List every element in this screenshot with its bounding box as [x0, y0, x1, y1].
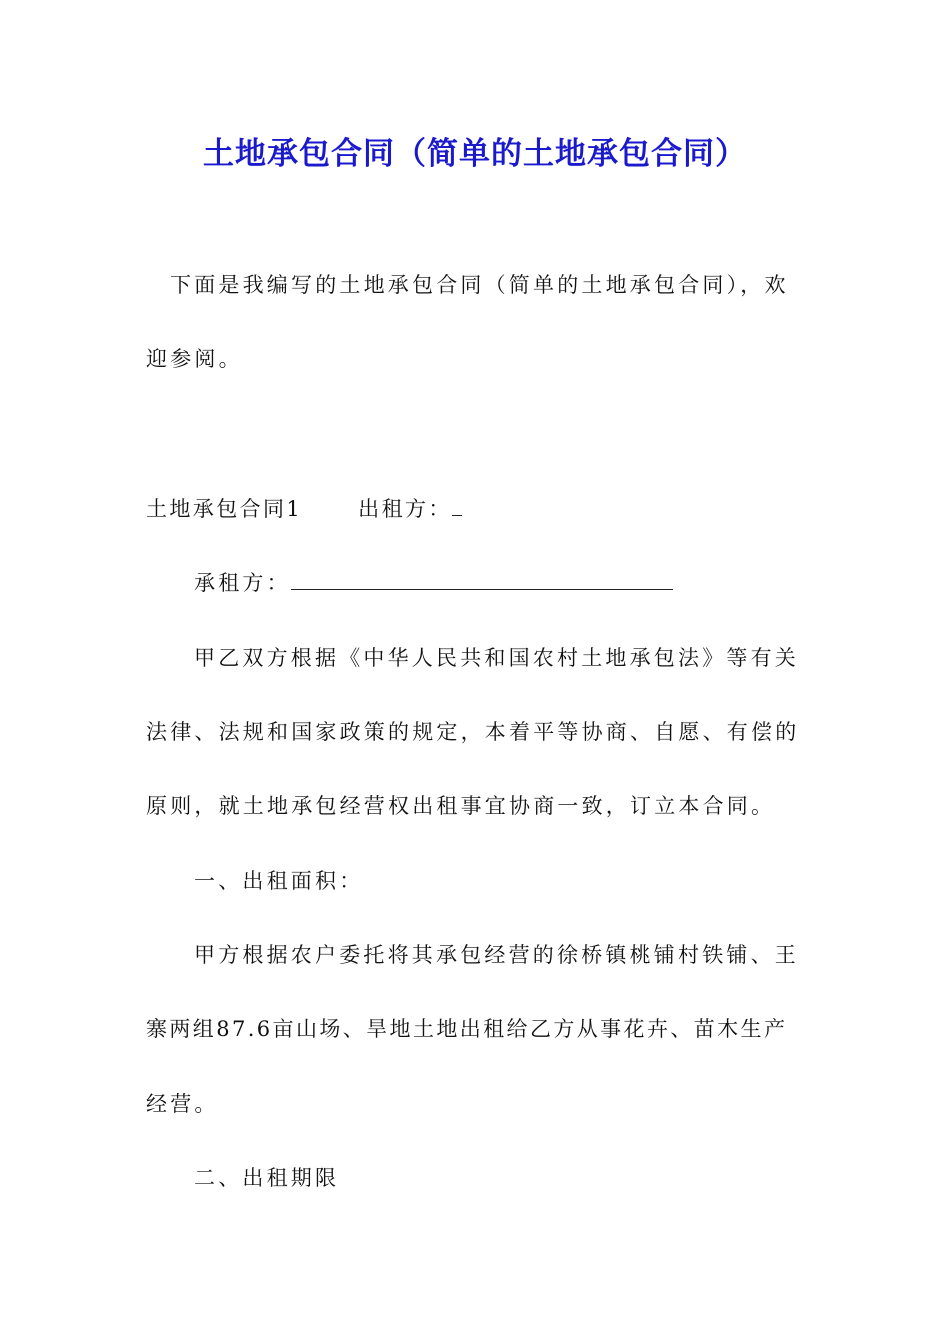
lessee-blank: [291, 571, 673, 590]
section-1-line-1: 甲方根据农户委托将其承包经营的徐桥镇桃铺村铁铺、王: [194, 943, 799, 967]
section-1-heading: 一、出租面积：: [194, 869, 364, 893]
lessor-label: 出租方：: [358, 497, 452, 521]
contract-heading-row: [146, 494, 806, 524]
document-title: 土地承包合同（简单的土地承包合同）: [203, 136, 747, 172]
preamble-line-3: 原则，就土地承包经营权出租事宜协商一致，订立本合同。: [146, 794, 776, 818]
section-1-line-3: 经营。: [146, 1092, 219, 1116]
contract-heading: 土地承包合同1: [146, 497, 303, 521]
intro-line-2: 迎参阅。: [146, 347, 243, 371]
lessee-row: [194, 568, 854, 598]
section-2-heading: 二、出租期限: [194, 1166, 340, 1190]
lessee-label: 承租方：: [194, 571, 291, 595]
preamble-line-2: 法律、法规和国家政策的规定，本着平等协商、自愿、有偿的: [146, 720, 800, 744]
preamble-line-1: 甲乙双方根据《中华人民共和国农村土地承包法》等有关: [194, 646, 799, 670]
intro-line-1: 下面是我编写的土地承包合同（简单的土地承包合同），欢: [170, 273, 789, 297]
section-1-line-2: 寨两组87.6亩山场、旱地土地出租给乙方从事花卉、苗木生产: [146, 1017, 788, 1041]
lessor-blank: [452, 497, 462, 516]
